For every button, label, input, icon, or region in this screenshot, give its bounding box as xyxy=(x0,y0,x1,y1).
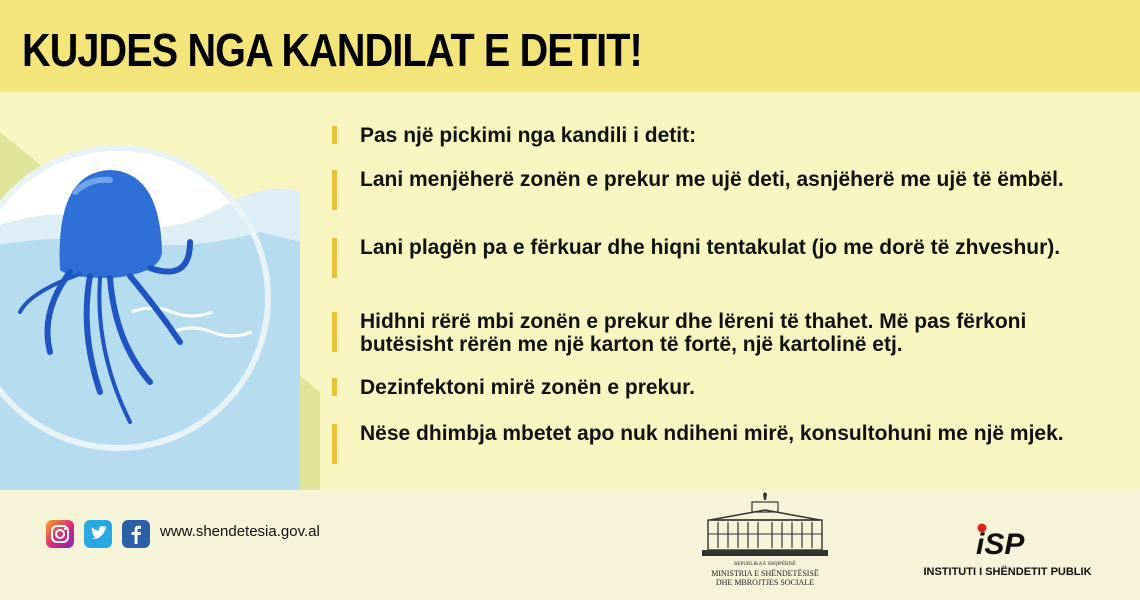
tip-text: Pas një pickimi nga kandili i detit: xyxy=(360,124,697,147)
ministry-logo xyxy=(700,492,830,592)
twitter-icon[interactable] xyxy=(84,520,112,548)
ministry-name-label: MINISTRIA E SHËNDETËSISË xyxy=(711,569,819,578)
tip-bullet-bar xyxy=(332,170,337,210)
tip-text: Lani plagën pa e fërkuar dhe hiqni tentakulat (jo me dorë të zhveshur). xyxy=(360,236,1061,259)
tip-text: Dezinfektoni mirë zonën e prekur. xyxy=(360,376,695,399)
isp-logo-mark xyxy=(920,520,1095,564)
ministry-building-icon xyxy=(700,492,830,562)
website-link[interactable]: www.shendetesia.gov.al xyxy=(160,523,320,540)
footer xyxy=(0,490,1140,600)
isp-name-label: INSTITUTI I SHËNDETIT PUBLIK xyxy=(923,566,1092,578)
tip-bullet-bar xyxy=(332,238,337,278)
ministry-subname-label: DHE MBROJTJES SOCIALE xyxy=(715,578,815,587)
tip-bullet-bar xyxy=(332,424,337,464)
tip-bullet-bar xyxy=(332,126,337,144)
tip-bullet-bar xyxy=(332,378,337,396)
tip-text: Nëse dhimbja mbetet apo nuk ndiheni mirë, konsultohuni me një mjek. xyxy=(360,422,1064,445)
isp-logo-text: iSP xyxy=(976,528,1025,561)
instagram-icon[interactable] xyxy=(46,520,74,548)
jellyfish-illustration xyxy=(0,92,320,490)
header-banner xyxy=(0,0,1140,92)
tip-text: Hidhni rërë mbi zonën e prekur dhe lëreni të thahet. Më pas fërkoni butësisht rërën me një karton të fortë, një kartolinë etj. xyxy=(360,310,1027,356)
tip-bullet-bar xyxy=(332,312,337,352)
jellyfish-icon xyxy=(0,92,320,490)
isp-logo xyxy=(920,520,1100,590)
page-title: KUJDES NGA KANDILAT E DETIT! xyxy=(22,24,642,76)
facebook-icon[interactable] xyxy=(122,520,150,548)
tip-text: Lani menjëherë zonën e prekur me ujë deti, asnjëherë me ujë të ëmbël. xyxy=(360,168,1064,191)
ministry-republic-label: REPUBLIKA E SHQIPËRISË xyxy=(734,562,796,567)
